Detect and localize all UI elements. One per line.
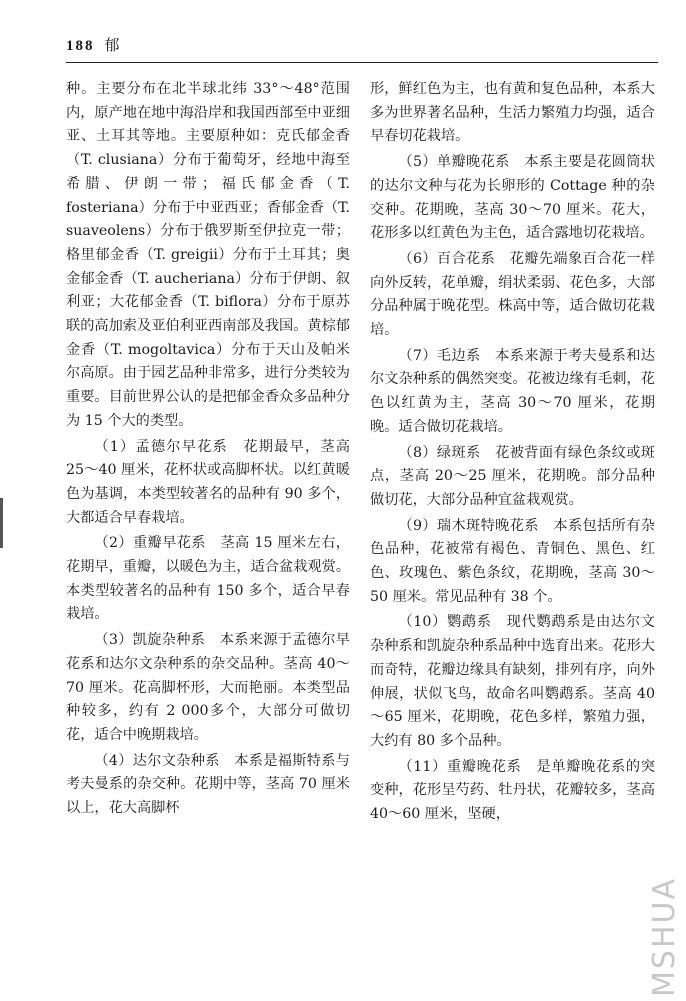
running-title: 郁: [104, 36, 122, 54]
header-rule: [66, 62, 658, 63]
paragraph: （10）鹦鹉系 现代鹦鹉系是由达尔文杂种系和凯旋杂种系品种中选育出来。花形大而奇特，花瓣边缘具有缺刻，排列有序，向外伸展，状似飞鸟，故命名叫鹦鹉系。茎高 40～65 厘米，花期晚，花色多样，繁殖力强，大约有 80 多个品种。: [370, 614, 655, 749]
watermark: MSHUA: [647, 877, 682, 997]
paragraph: （9）瑞木斑特晚花系 本系包括所有杂色品种，花被常有褐色、青铜色、黑色、红色、玫瑰色、紫色条纹，花期晚，茎高 30～50 厘米。常见品种有 38 个。: [370, 517, 655, 605]
paragraph: （6）百合花系 花瓣先端象百合花一样向外反转，花单瓣，绢状柔弱、花色多，大部分品种属于晚花型。株高中等，适合做切花栽培。: [370, 250, 655, 339]
page-number: 188: [66, 38, 95, 54]
right-column: [370, 78, 655, 829]
paragraph: （5）单瓣晚花系 本系主要是花圆筒状的达尔文种与花为长卵形的 Cottage 种的杂交种。花期晚，茎高 30～70 厘米。花大，花形多以红黄色为主色，适合露地切花栽培。: [370, 154, 655, 242]
page-header: [66, 34, 122, 55]
paragraph: 形，鲜红色为主，也有黄和复色品种，本系大多为世界著名品种，生活力繁殖力均强，适合早春切花栽培。: [370, 81, 655, 145]
paragraph: （3）凯旋杂种系 本系来源于孟德尔早花系和达尔文杂种系的杂交品种。茎高 40～70 厘米。花高脚杯形，大而艳丽。本类型品种较多，约有 2 000多个，大部分可做切花，适合中晚期栽培。: [66, 632, 350, 743]
paragraph: （11）重瓣晚花系 是单瓣晚花系的突变种，花形呈芍药、牡丹状，花瓣较多，茎高 40～60 厘米，坚硬，: [370, 758, 655, 823]
paragraph: （2）重瓣早花系 茎高 15 厘米左右，花期早，重瓣，以暖色为主，适合盆栽观赏。本类型较著名的品种有 150 多个，适合早春栽培。: [66, 535, 350, 623]
paragraph: （4）达尔文杂种系 本系是福斯特系与考夫曼系的杂交种。花期中等，茎高 70 厘米以上，花大高脚杯: [66, 752, 350, 817]
paragraph: （1）孟德尔早花系 花期最早，茎高 25～40 厘米，花杯状或高脚杯状。以红黄暖色为基调，本类型较著名的品种有 90 多个，大都适合早春栽培。: [66, 438, 350, 526]
paragraph: 种。主要分布在北半球北纬 33°～48°范围内，原产地在地中海沿岸和我国西部至中亚细亚、土耳其等地。主要原种如：克氏郁金香（T. clusiana）分布于葡萄牙，经地中海至希腊、伊朗一带；福氏郁金香（T. fosteriana）分布于中亚西亚；香郁金香（T. suaveolens）分布于俄罗斯至伊拉克一带；格里郁金香（T. greigii）分布于土耳其；奥金郁金香（T. aucheriana）分布于伊朗、叙利亚；大花郁金香（T. biflora）分布于原苏联的高加索及亚伯利亚西南部及我国。黄棕郁金香（T. mogoltavica）分布于天山及帕米尔高原。由于园艺品种非常多，进行分类较为重要。目前世界公认的是把郁金香众多品种分为 15 个大的类型。: [66, 81, 350, 429]
paragraph: （8）绿斑系 花被背面有绿色条纹或斑点，茎高 20～25 厘米，花期晚。部分品种做切花，大部分品种宜盆栽观赏。: [370, 444, 655, 508]
paragraph: （7）毛边系 本系来源于考夫曼系和达尔文杂种系的偶然突变。花被边缘有毛刺，花色以红黄为主，茎高 30～70 厘米，花期晚。适合做切花栽培。: [370, 347, 655, 435]
left-column: [66, 78, 350, 823]
scan-edge-mark: [0, 498, 3, 548]
